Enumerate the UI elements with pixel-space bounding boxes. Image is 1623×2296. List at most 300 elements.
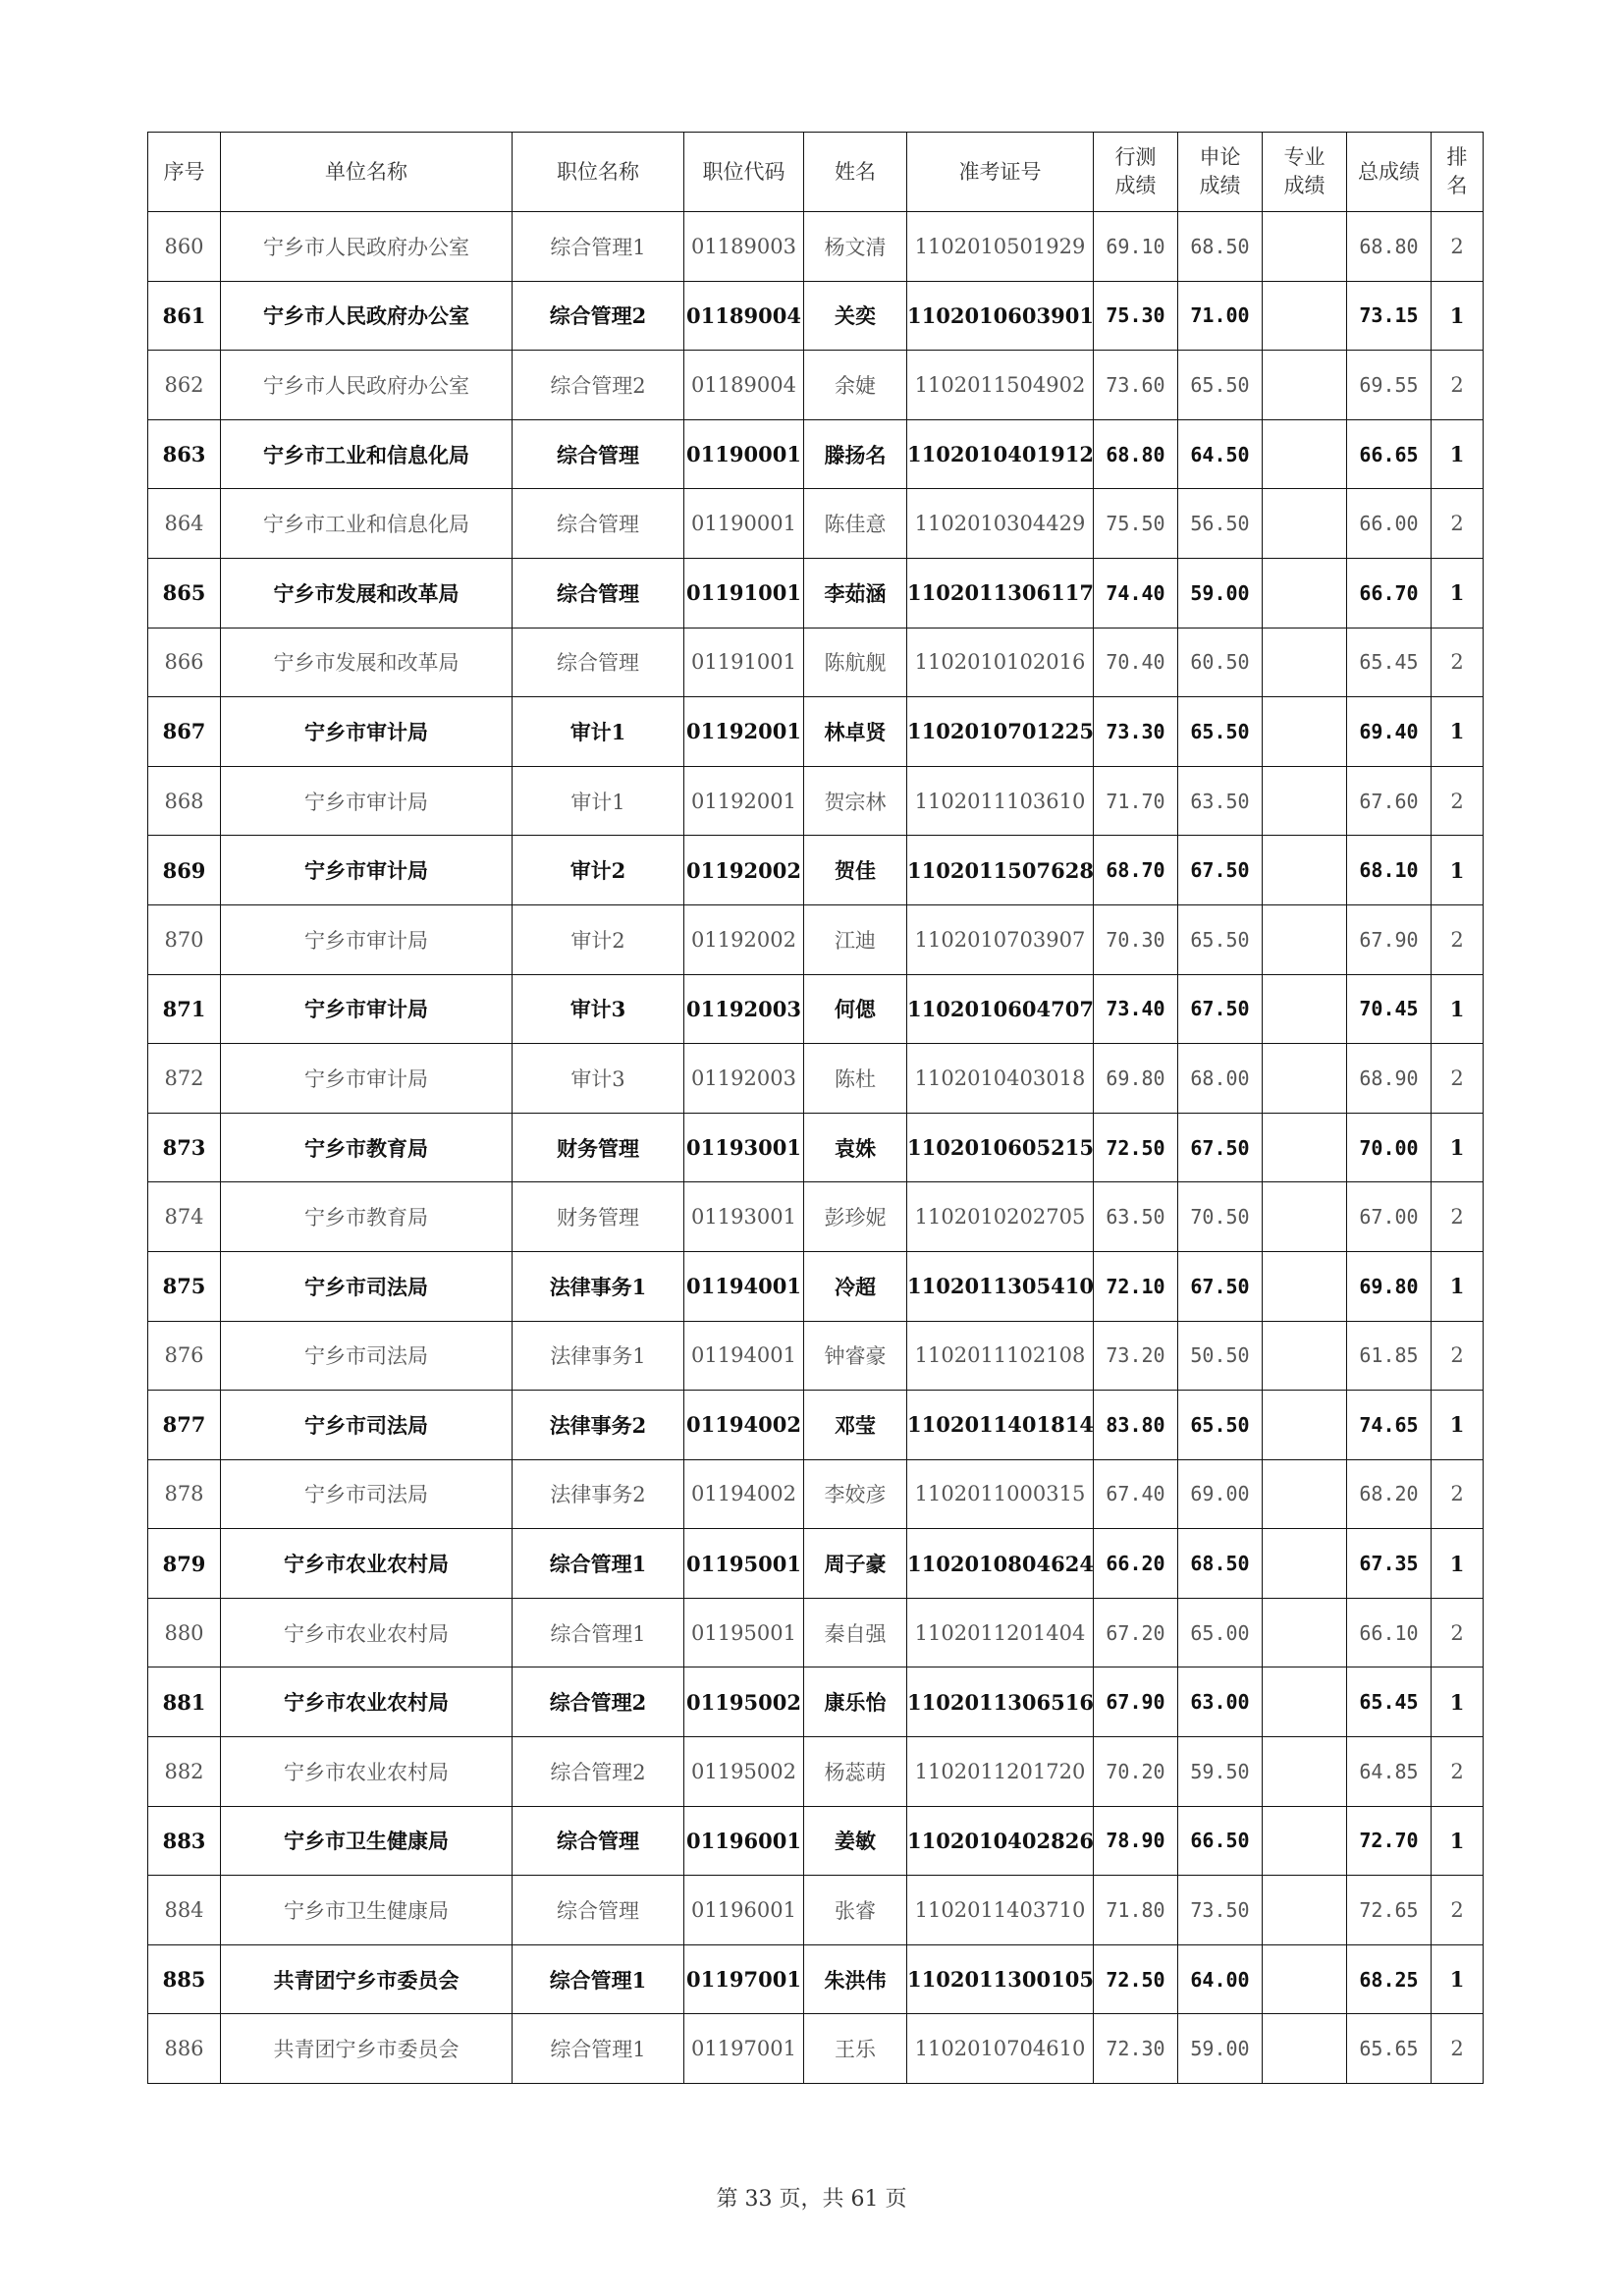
- cell-zhuanye: [1263, 419, 1347, 489]
- cell-code: 01193001: [684, 1113, 804, 1182]
- results-table: [147, 132, 1484, 2084]
- cell-code: 01192001: [684, 766, 804, 836]
- cell-zhuanye: [1263, 904, 1347, 974]
- cell-position: 审计2: [513, 836, 684, 905]
- table-row: [148, 1321, 1484, 1391]
- cell-position: 综合管理: [513, 1876, 684, 1945]
- table-body: [148, 212, 1484, 2084]
- cell-xingce: 71.80: [1094, 1876, 1178, 1945]
- cell-seq: 878: [148, 1459, 221, 1529]
- cell-shenlun: 67.50: [1178, 836, 1263, 905]
- cell-xingce: 83.80: [1094, 1391, 1178, 1460]
- cell-total: 68.10: [1347, 836, 1432, 905]
- cell-seq: 870: [148, 904, 221, 974]
- cell-code: 01194001: [684, 1321, 804, 1391]
- header-unit: 单位名称: [221, 133, 513, 212]
- cell-ticket: 1102010704610: [907, 2014, 1094, 2084]
- cell-seq: 869: [148, 836, 221, 905]
- cell-position: 审计2: [513, 904, 684, 974]
- cell-name: 杨文清: [804, 212, 907, 282]
- cell-code: 01195002: [684, 1737, 804, 1807]
- cell-name: 袁姝: [804, 1113, 907, 1182]
- cell-seq: 876: [148, 1321, 221, 1391]
- table-header-row: [148, 133, 1484, 212]
- cell-seq: 884: [148, 1876, 221, 1945]
- cell-name: 江迪: [804, 904, 907, 974]
- cell-total: 65.45: [1347, 628, 1432, 697]
- cell-name: 李姣彦: [804, 1459, 907, 1529]
- table-row: [148, 1391, 1484, 1460]
- cell-seq: 882: [148, 1737, 221, 1807]
- cell-seq: 885: [148, 1944, 221, 2014]
- cell-ticket: 1102010402826: [907, 1806, 1094, 1876]
- cell-total: 70.00: [1347, 1113, 1432, 1182]
- table-row: [148, 1182, 1484, 1252]
- cell-shenlun: 50.50: [1178, 1321, 1263, 1391]
- cell-seq: 881: [148, 1667, 221, 1737]
- cell-code: 01192003: [684, 974, 804, 1044]
- header-code: 职位代码: [684, 133, 804, 212]
- cell-code: 01197001: [684, 1944, 804, 2014]
- cell-xingce: 70.30: [1094, 904, 1178, 974]
- cell-shenlun: 59.50: [1178, 1737, 1263, 1807]
- cell-position: 综合管理2: [513, 1737, 684, 1807]
- cell-position: 综合管理2: [513, 351, 684, 420]
- cell-position: 审计1: [513, 766, 684, 836]
- cell-zhuanye: [1263, 1598, 1347, 1667]
- cell-zhuanye: [1263, 766, 1347, 836]
- cell-position: 审计3: [513, 974, 684, 1044]
- cell-position: 综合管理1: [513, 1944, 684, 2014]
- header-total: 总成绩: [1347, 133, 1432, 212]
- cell-ticket: 1102010603901: [907, 281, 1094, 351]
- cell-shenlun: 59.00: [1178, 2014, 1263, 2084]
- cell-ticket: 1102010804624: [907, 1529, 1094, 1599]
- cell-ticket: 1102011306516: [907, 1667, 1094, 1737]
- cell-zhuanye: [1263, 697, 1347, 767]
- cell-zhuanye: [1263, 212, 1347, 282]
- cell-code: 01189004: [684, 351, 804, 420]
- table-row: [148, 489, 1484, 559]
- cell-zhuanye: [1263, 1944, 1347, 2014]
- cell-shenlun: 67.50: [1178, 1251, 1263, 1321]
- cell-position: 综合管理: [513, 419, 684, 489]
- table-row: [148, 351, 1484, 420]
- cell-rank: 2: [1432, 351, 1484, 420]
- cell-rank: 2: [1432, 766, 1484, 836]
- cell-position: 综合管理2: [513, 1667, 684, 1737]
- cell-name: 何偲: [804, 974, 907, 1044]
- cell-shenlun: 68.50: [1178, 212, 1263, 282]
- cell-rank: 2: [1432, 1182, 1484, 1252]
- cell-seq: 879: [148, 1529, 221, 1599]
- cell-rank: 2: [1432, 489, 1484, 559]
- cell-xingce: 68.70: [1094, 836, 1178, 905]
- cell-name: 关奕: [804, 281, 907, 351]
- cell-shenlun: 67.50: [1178, 974, 1263, 1044]
- cell-seq: 886: [148, 2014, 221, 2084]
- cell-position: 综合管理: [513, 489, 684, 559]
- cell-seq: 868: [148, 766, 221, 836]
- cell-position: 综合管理1: [513, 2014, 684, 2084]
- cell-rank: 1: [1432, 558, 1484, 628]
- cell-code: 01195002: [684, 1667, 804, 1737]
- cell-name: 林卓贤: [804, 697, 907, 767]
- cell-position: 综合管理2: [513, 281, 684, 351]
- cell-unit: 宁乡市工业和信息化局: [221, 419, 513, 489]
- cell-xingce: 67.40: [1094, 1459, 1178, 1529]
- cell-rank: 2: [1432, 1876, 1484, 1945]
- cell-position: 综合管理1: [513, 212, 684, 282]
- cell-zhuanye: [1263, 1737, 1347, 1807]
- cell-position: 财务管理: [513, 1113, 684, 1182]
- cell-ticket: 1102011403710: [907, 1876, 1094, 1945]
- table-row: [148, 628, 1484, 697]
- cell-zhuanye: [1263, 1391, 1347, 1460]
- table-row: [148, 1251, 1484, 1321]
- cell-unit: 共青团宁乡市委员会: [221, 2014, 513, 2084]
- cell-total: 72.65: [1347, 1876, 1432, 1945]
- cell-xingce: 73.60: [1094, 351, 1178, 420]
- cell-ticket: 1102011201404: [907, 1598, 1094, 1667]
- cell-zhuanye: [1263, 558, 1347, 628]
- results-table-container: [147, 132, 1483, 2084]
- cell-zhuanye: [1263, 1876, 1347, 1945]
- table-row: [148, 766, 1484, 836]
- table-row: [148, 558, 1484, 628]
- cell-unit: 宁乡市卫生健康局: [221, 1876, 513, 1945]
- cell-position: 法律事务1: [513, 1321, 684, 1391]
- cell-seq: 871: [148, 974, 221, 1044]
- cell-ticket: 1102011401814: [907, 1391, 1094, 1460]
- cell-rank: 2: [1432, 1737, 1484, 1807]
- cell-seq: 880: [148, 1598, 221, 1667]
- cell-zhuanye: [1263, 836, 1347, 905]
- cell-xingce: 75.50: [1094, 489, 1178, 559]
- cell-code: 01192002: [684, 836, 804, 905]
- cell-name: 钟睿豪: [804, 1321, 907, 1391]
- cell-seq: 875: [148, 1251, 221, 1321]
- cell-unit: 宁乡市司法局: [221, 1459, 513, 1529]
- cell-unit: 宁乡市教育局: [221, 1113, 513, 1182]
- cell-ticket: 1102011504902: [907, 351, 1094, 420]
- cell-shenlun: 59.00: [1178, 558, 1263, 628]
- cell-position: 法律事务1: [513, 1251, 684, 1321]
- cell-position: 综合管理: [513, 558, 684, 628]
- cell-total: 68.90: [1347, 1044, 1432, 1114]
- cell-zhuanye: [1263, 974, 1347, 1044]
- cell-ticket: 1102010605215: [907, 1113, 1094, 1182]
- header-xingce: 行测 成绩: [1094, 133, 1178, 212]
- header-rank: 排 名: [1432, 133, 1484, 212]
- cell-name: 秦自强: [804, 1598, 907, 1667]
- cell-unit: 宁乡市发展和改革局: [221, 558, 513, 628]
- cell-position: 审计3: [513, 1044, 684, 1114]
- cell-ticket: 1102011300105: [907, 1944, 1094, 2014]
- cell-ticket: 1102010202705: [907, 1182, 1094, 1252]
- cell-unit: 宁乡市审计局: [221, 1044, 513, 1114]
- cell-shenlun: 65.50: [1178, 1391, 1263, 1460]
- cell-name: 朱洪伟: [804, 1944, 907, 2014]
- cell-name: 贺宗林: [804, 766, 907, 836]
- cell-total: 65.65: [1347, 2014, 1432, 2084]
- cell-shenlun: 68.00: [1178, 1044, 1263, 1114]
- cell-name: 余婕: [804, 351, 907, 420]
- cell-shenlun: 63.00: [1178, 1667, 1263, 1737]
- cell-shenlun: 71.00: [1178, 281, 1263, 351]
- table-row: [148, 212, 1484, 282]
- cell-seq: 872: [148, 1044, 221, 1114]
- cell-name: 王乐: [804, 2014, 907, 2084]
- cell-rank: 1: [1432, 1667, 1484, 1737]
- table-row: [148, 281, 1484, 351]
- cell-unit: 宁乡市农业农村局: [221, 1529, 513, 1599]
- table-row: [148, 974, 1484, 1044]
- cell-position: 综合管理1: [513, 1529, 684, 1599]
- cell-xingce: 67.90: [1094, 1667, 1178, 1737]
- cell-xingce: 71.70: [1094, 766, 1178, 836]
- cell-xingce: 72.50: [1094, 1944, 1178, 2014]
- cell-rank: 1: [1432, 697, 1484, 767]
- cell-xingce: 69.80: [1094, 1044, 1178, 1114]
- cell-rank: 2: [1432, 2014, 1484, 2084]
- cell-total: 68.80: [1347, 212, 1432, 282]
- cell-unit: 宁乡市审计局: [221, 766, 513, 836]
- cell-ticket: 1102010701225: [907, 697, 1094, 767]
- cell-rank: 1: [1432, 974, 1484, 1044]
- cell-code: 01192002: [684, 904, 804, 974]
- cell-zhuanye: [1263, 1251, 1347, 1321]
- cell-xingce: 74.40: [1094, 558, 1178, 628]
- cell-code: 01194002: [684, 1391, 804, 1460]
- cell-total: 67.60: [1347, 766, 1432, 836]
- cell-shenlun: 68.50: [1178, 1529, 1263, 1599]
- cell-seq: 883: [148, 1806, 221, 1876]
- cell-ticket: 1102010403018: [907, 1044, 1094, 1114]
- table-row: [148, 1944, 1484, 2014]
- cell-xingce: 72.30: [1094, 2014, 1178, 2084]
- cell-rank: 2: [1432, 1598, 1484, 1667]
- cell-xingce: 72.50: [1094, 1113, 1178, 1182]
- cell-name: 周子豪: [804, 1529, 907, 1599]
- cell-unit: 宁乡市人民政府办公室: [221, 281, 513, 351]
- cell-zhuanye: [1263, 1182, 1347, 1252]
- cell-total: 67.35: [1347, 1529, 1432, 1599]
- cell-rank: 1: [1432, 836, 1484, 905]
- cell-code: 01194001: [684, 1251, 804, 1321]
- cell-total: 69.80: [1347, 1251, 1432, 1321]
- cell-rank: 2: [1432, 628, 1484, 697]
- cell-total: 66.00: [1347, 489, 1432, 559]
- cell-rank: 1: [1432, 1391, 1484, 1460]
- cell-code: 01189003: [684, 212, 804, 282]
- cell-unit: 宁乡市农业农村局: [221, 1667, 513, 1737]
- cell-shenlun: 65.50: [1178, 904, 1263, 974]
- cell-code: 01189004: [684, 281, 804, 351]
- cell-shenlun: 70.50: [1178, 1182, 1263, 1252]
- cell-unit: 宁乡市发展和改革局: [221, 628, 513, 697]
- table-row: [148, 836, 1484, 905]
- cell-seq: 873: [148, 1113, 221, 1182]
- cell-shenlun: 60.50: [1178, 628, 1263, 697]
- table-row: [148, 1737, 1484, 1807]
- cell-code: 01197001: [684, 2014, 804, 2084]
- cell-code: 01190001: [684, 419, 804, 489]
- cell-name: 滕扬名: [804, 419, 907, 489]
- cell-unit: 宁乡市农业农村局: [221, 1598, 513, 1667]
- cell-ticket: 1102011000315: [907, 1459, 1094, 1529]
- table-row: [148, 697, 1484, 767]
- cell-xingce: 68.80: [1094, 419, 1178, 489]
- cell-total: 66.65: [1347, 419, 1432, 489]
- cell-xingce: 70.20: [1094, 1737, 1178, 1807]
- page-footer: 第 33 页，共 61 页: [716, 2187, 907, 2212]
- cell-position: 审计1: [513, 697, 684, 767]
- cell-xingce: 69.10: [1094, 212, 1178, 282]
- cell-rank: 1: [1432, 1529, 1484, 1599]
- cell-unit: 宁乡市审计局: [221, 974, 513, 1044]
- cell-unit: 宁乡市审计局: [221, 904, 513, 974]
- cell-total: 73.15: [1347, 281, 1432, 351]
- cell-xingce: 73.30: [1094, 697, 1178, 767]
- cell-unit: 宁乡市人民政府办公室: [221, 212, 513, 282]
- cell-code: 01196001: [684, 1876, 804, 1945]
- cell-ticket: 1102011103610: [907, 766, 1094, 836]
- cell-total: 64.85: [1347, 1737, 1432, 1807]
- cell-xingce: 73.40: [1094, 974, 1178, 1044]
- cell-zhuanye: [1263, 1529, 1347, 1599]
- cell-rank: 1: [1432, 419, 1484, 489]
- header-position: 职位名称: [513, 133, 684, 212]
- cell-seq: 862: [148, 351, 221, 420]
- cell-unit: 宁乡市工业和信息化局: [221, 489, 513, 559]
- cell-zhuanye: [1263, 628, 1347, 697]
- cell-seq: 865: [148, 558, 221, 628]
- table-row: [148, 1044, 1484, 1114]
- cell-unit: 宁乡市司法局: [221, 1321, 513, 1391]
- cell-name: 杨蕊萌: [804, 1737, 907, 1807]
- table-row: [148, 1529, 1484, 1599]
- cell-ticket: 1102011201720: [907, 1737, 1094, 1807]
- cell-unit: 宁乡市审计局: [221, 836, 513, 905]
- table-row: [148, 2014, 1484, 2084]
- cell-name: 彭珍妮: [804, 1182, 907, 1252]
- cell-rank: 1: [1432, 281, 1484, 351]
- cell-ticket: 1102010501929: [907, 212, 1094, 282]
- cell-ticket: 1102010604707: [907, 974, 1094, 1044]
- header-zhuanye: 专业 成绩: [1263, 133, 1347, 212]
- cell-rank: 2: [1432, 904, 1484, 974]
- cell-unit: 宁乡市农业农村局: [221, 1737, 513, 1807]
- table-row: [148, 904, 1484, 974]
- cell-total: 70.45: [1347, 974, 1432, 1044]
- cell-total: 68.20: [1347, 1459, 1432, 1529]
- cell-xingce: 67.20: [1094, 1598, 1178, 1667]
- cell-zhuanye: [1263, 281, 1347, 351]
- cell-zhuanye: [1263, 489, 1347, 559]
- cell-name: 陈佳意: [804, 489, 907, 559]
- cell-code: 01195001: [684, 1529, 804, 1599]
- cell-zhuanye: [1263, 351, 1347, 420]
- table-row: [148, 1598, 1484, 1667]
- header-ticket: 准考证号: [907, 133, 1094, 212]
- cell-shenlun: 65.00: [1178, 1598, 1263, 1667]
- header-name: 姓名: [804, 133, 907, 212]
- cell-rank: 1: [1432, 1251, 1484, 1321]
- cell-position: 综合管理1: [513, 1598, 684, 1667]
- cell-total: 68.25: [1347, 1944, 1432, 2014]
- cell-ticket: 1102010703907: [907, 904, 1094, 974]
- cell-shenlun: 67.50: [1178, 1113, 1263, 1182]
- cell-unit: 宁乡市教育局: [221, 1182, 513, 1252]
- cell-total: 66.70: [1347, 558, 1432, 628]
- cell-shenlun: 66.50: [1178, 1806, 1263, 1876]
- cell-code: 01192001: [684, 697, 804, 767]
- cell-position: 法律事务2: [513, 1459, 684, 1529]
- cell-zhuanye: [1263, 1806, 1347, 1876]
- cell-xingce: 75.30: [1094, 281, 1178, 351]
- cell-shenlun: 64.50: [1178, 419, 1263, 489]
- cell-code: 01191001: [684, 628, 804, 697]
- cell-unit: 宁乡市司法局: [221, 1251, 513, 1321]
- cell-code: 01194002: [684, 1459, 804, 1529]
- table-row: [148, 1876, 1484, 1945]
- cell-rank: 1: [1432, 1944, 1484, 2014]
- header-seq: 序号: [148, 133, 221, 212]
- cell-shenlun: 56.50: [1178, 489, 1263, 559]
- cell-position: 法律事务2: [513, 1391, 684, 1460]
- cell-ticket: 1102010304429: [907, 489, 1094, 559]
- cell-rank: 2: [1432, 212, 1484, 282]
- cell-seq: 867: [148, 697, 221, 767]
- cell-rank: 2: [1432, 1459, 1484, 1529]
- cell-xingce: 63.50: [1094, 1182, 1178, 1252]
- cell-name: 姜敏: [804, 1806, 907, 1876]
- cell-seq: 860: [148, 212, 221, 282]
- cell-name: 冷超: [804, 1251, 907, 1321]
- cell-code: 01190001: [684, 489, 804, 559]
- cell-total: 72.70: [1347, 1806, 1432, 1876]
- cell-zhuanye: [1263, 1667, 1347, 1737]
- cell-shenlun: 73.50: [1178, 1876, 1263, 1945]
- cell-total: 66.10: [1347, 1598, 1432, 1667]
- cell-total: 65.45: [1347, 1667, 1432, 1737]
- cell-ticket: 1102011102108: [907, 1321, 1094, 1391]
- cell-xingce: 72.10: [1094, 1251, 1178, 1321]
- cell-unit: 宁乡市人民政府办公室: [221, 351, 513, 420]
- cell-name: 陈杜: [804, 1044, 907, 1114]
- table-row: [148, 1459, 1484, 1529]
- cell-total: 61.85: [1347, 1321, 1432, 1391]
- cell-seq: 874: [148, 1182, 221, 1252]
- table-row: [148, 1806, 1484, 1876]
- cell-ticket: 1102010401912: [907, 419, 1094, 489]
- cell-unit: 共青团宁乡市委员会: [221, 1944, 513, 2014]
- cell-seq: 864: [148, 489, 221, 559]
- cell-ticket: 1102010102016: [907, 628, 1094, 697]
- cell-code: 01191001: [684, 558, 804, 628]
- cell-total: 67.00: [1347, 1182, 1432, 1252]
- table-row: [148, 1113, 1484, 1182]
- cell-shenlun: 69.00: [1178, 1459, 1263, 1529]
- cell-position: 综合管理: [513, 628, 684, 697]
- cell-name: 张睿: [804, 1876, 907, 1945]
- cell-xingce: 78.90: [1094, 1806, 1178, 1876]
- cell-zhuanye: [1263, 1113, 1347, 1182]
- cell-total: 69.40: [1347, 697, 1432, 767]
- cell-rank: 1: [1432, 1113, 1484, 1182]
- cell-xingce: 66.20: [1094, 1529, 1178, 1599]
